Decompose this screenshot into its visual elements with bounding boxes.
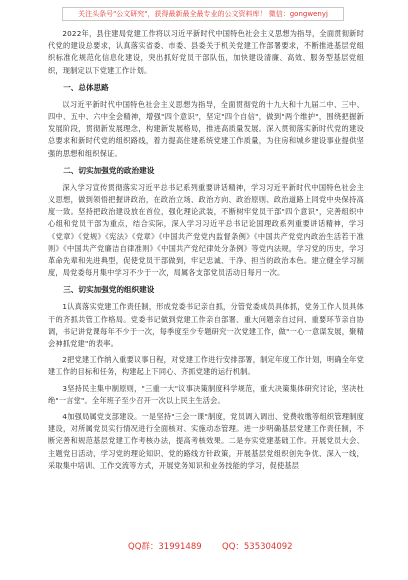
body-paragraph: 4加强局属党支部建设。一是坚持"三会一课"制度，党员调入调出、党费收缴等组织管理制度建设，对所属党员实行情况进行全面核对、实施动态管理。进一步明确基层党建工作责任制，不断完善和规范基层党建工作考核办法，提高考核效果。二是夯实党建基础工作。开展党员大会、主题党日活动，学习党的理论知识、党的路线方针政策，开展基层党组织创先争优、深入一线，采取集中培训、工作交流等方式，开展党务知识和业务技能的学习，促使基层 bbox=[48, 412, 364, 470]
footer bbox=[0, 540, 408, 554]
body-paragraph: 以习近平新时代中国特色社会主义思想为指导，全面贯彻党的十九大和十九届二中、三中、四中、五中、六中全会精神，增强"四个意识"，坚定"四个自信"，做到"两个维护"，围绕把握新发展阶段，贯彻新发展理念，构建新发展格局，推进高质量发展。深入贯彻落实新时代党的建设总要求和新时代党的组织路线，着力提高住建系统党建工作质量，为住房和城乡建设事业提供坚强的思想和组织保证。 bbox=[48, 99, 364, 158]
header-banner: 关注头条号"公文研究"，获得最新最全最专业的公文资料库！ 微信：gongwenyj bbox=[62, 7, 344, 21]
footer-qq-contact: QQ：535304092 bbox=[222, 542, 293, 552]
body-paragraph: 深入学习宣传贯彻落实习近平总书记系列重要讲话精神，学习习近平新时代中国特色社会主义思想，做到领悟把握讲政治，在政治立场、政治方向、政治原则、政治道路上同党中央保持高度一致。坚持把政治建设放在首位，强化理论武装，不断树牢党员干部"四个意识"，完善组织中心组和党员干部为重点，结合实际，深入学习习近平总书记论国理政系列重要讲话精神，学习《党章》《党规》《宪法》《党章》《中国共产党党内监督条例》《中国共产党党内政治生活若干准则》《中国共产党廉洁自律准则》《中国共产党纪律处分条例》等党内法规，学习党的历史，学习革命先辈和先进典型，促使党员干部做到，牢记忠诚、干净、担当的政治本色。建立健全学习制度，局党委每月集中学习不少于一次，局属各支部党员活动日每月一次。 bbox=[48, 182, 364, 278]
footer-qq-group: QQ群：31991489 bbox=[128, 542, 202, 552]
body-paragraph: 3坚持民主集中制原则，"三重一大"议事决策制度科学规范，重大决策集体研究讨论，坚决杜绝"一言堂"。全年班子至少召开一次以上民主生活会。 bbox=[48, 383, 364, 405]
body-paragraph: 2022年，县住建局党建工作将以习近平新时代中国特色社会主义思想为指导，全面贯彻新时代党的建设总要求，认真落实省委、市委、县委关于机关党建工作部署要求，不断推进基层党组织标准化规范化信息化建设，突出抓好党员干部队伍，加快建设清廉、高效、服务型基层党组织，现制定以下党建工作计划。 bbox=[48, 29, 364, 75]
section-heading: 三、切实加强党的组织建设 bbox=[63, 285, 155, 295]
body-paragraph: 1认真落实党建工作责任制，形成党委书记亲自抓，分管党委成员具体抓，党务工作人员具体干的齐抓共管工作格局。党委书记做到党建工作亲自部署、重大问题亲自过问、重要环节亲自协调，书记讲党课每年不少于一次，每季度至少专题研究一次党建工作，做"一心一意谋发展，聚精会神抓党建"的表率。 bbox=[48, 302, 364, 349]
body-paragraph: 2把党建工作纳入重要议事日程，对党建工作进行安排部署，制定年度工作计划，明确全年党建工作的目标和任务，构建起上下同心、齐抓党建的运行机制。 bbox=[48, 355, 364, 377]
section-heading: 一、总体思路 bbox=[63, 82, 109, 92]
section-heading: 二、切实加强党的政治建设 bbox=[63, 165, 155, 175]
document-body bbox=[48, 28, 364, 538]
